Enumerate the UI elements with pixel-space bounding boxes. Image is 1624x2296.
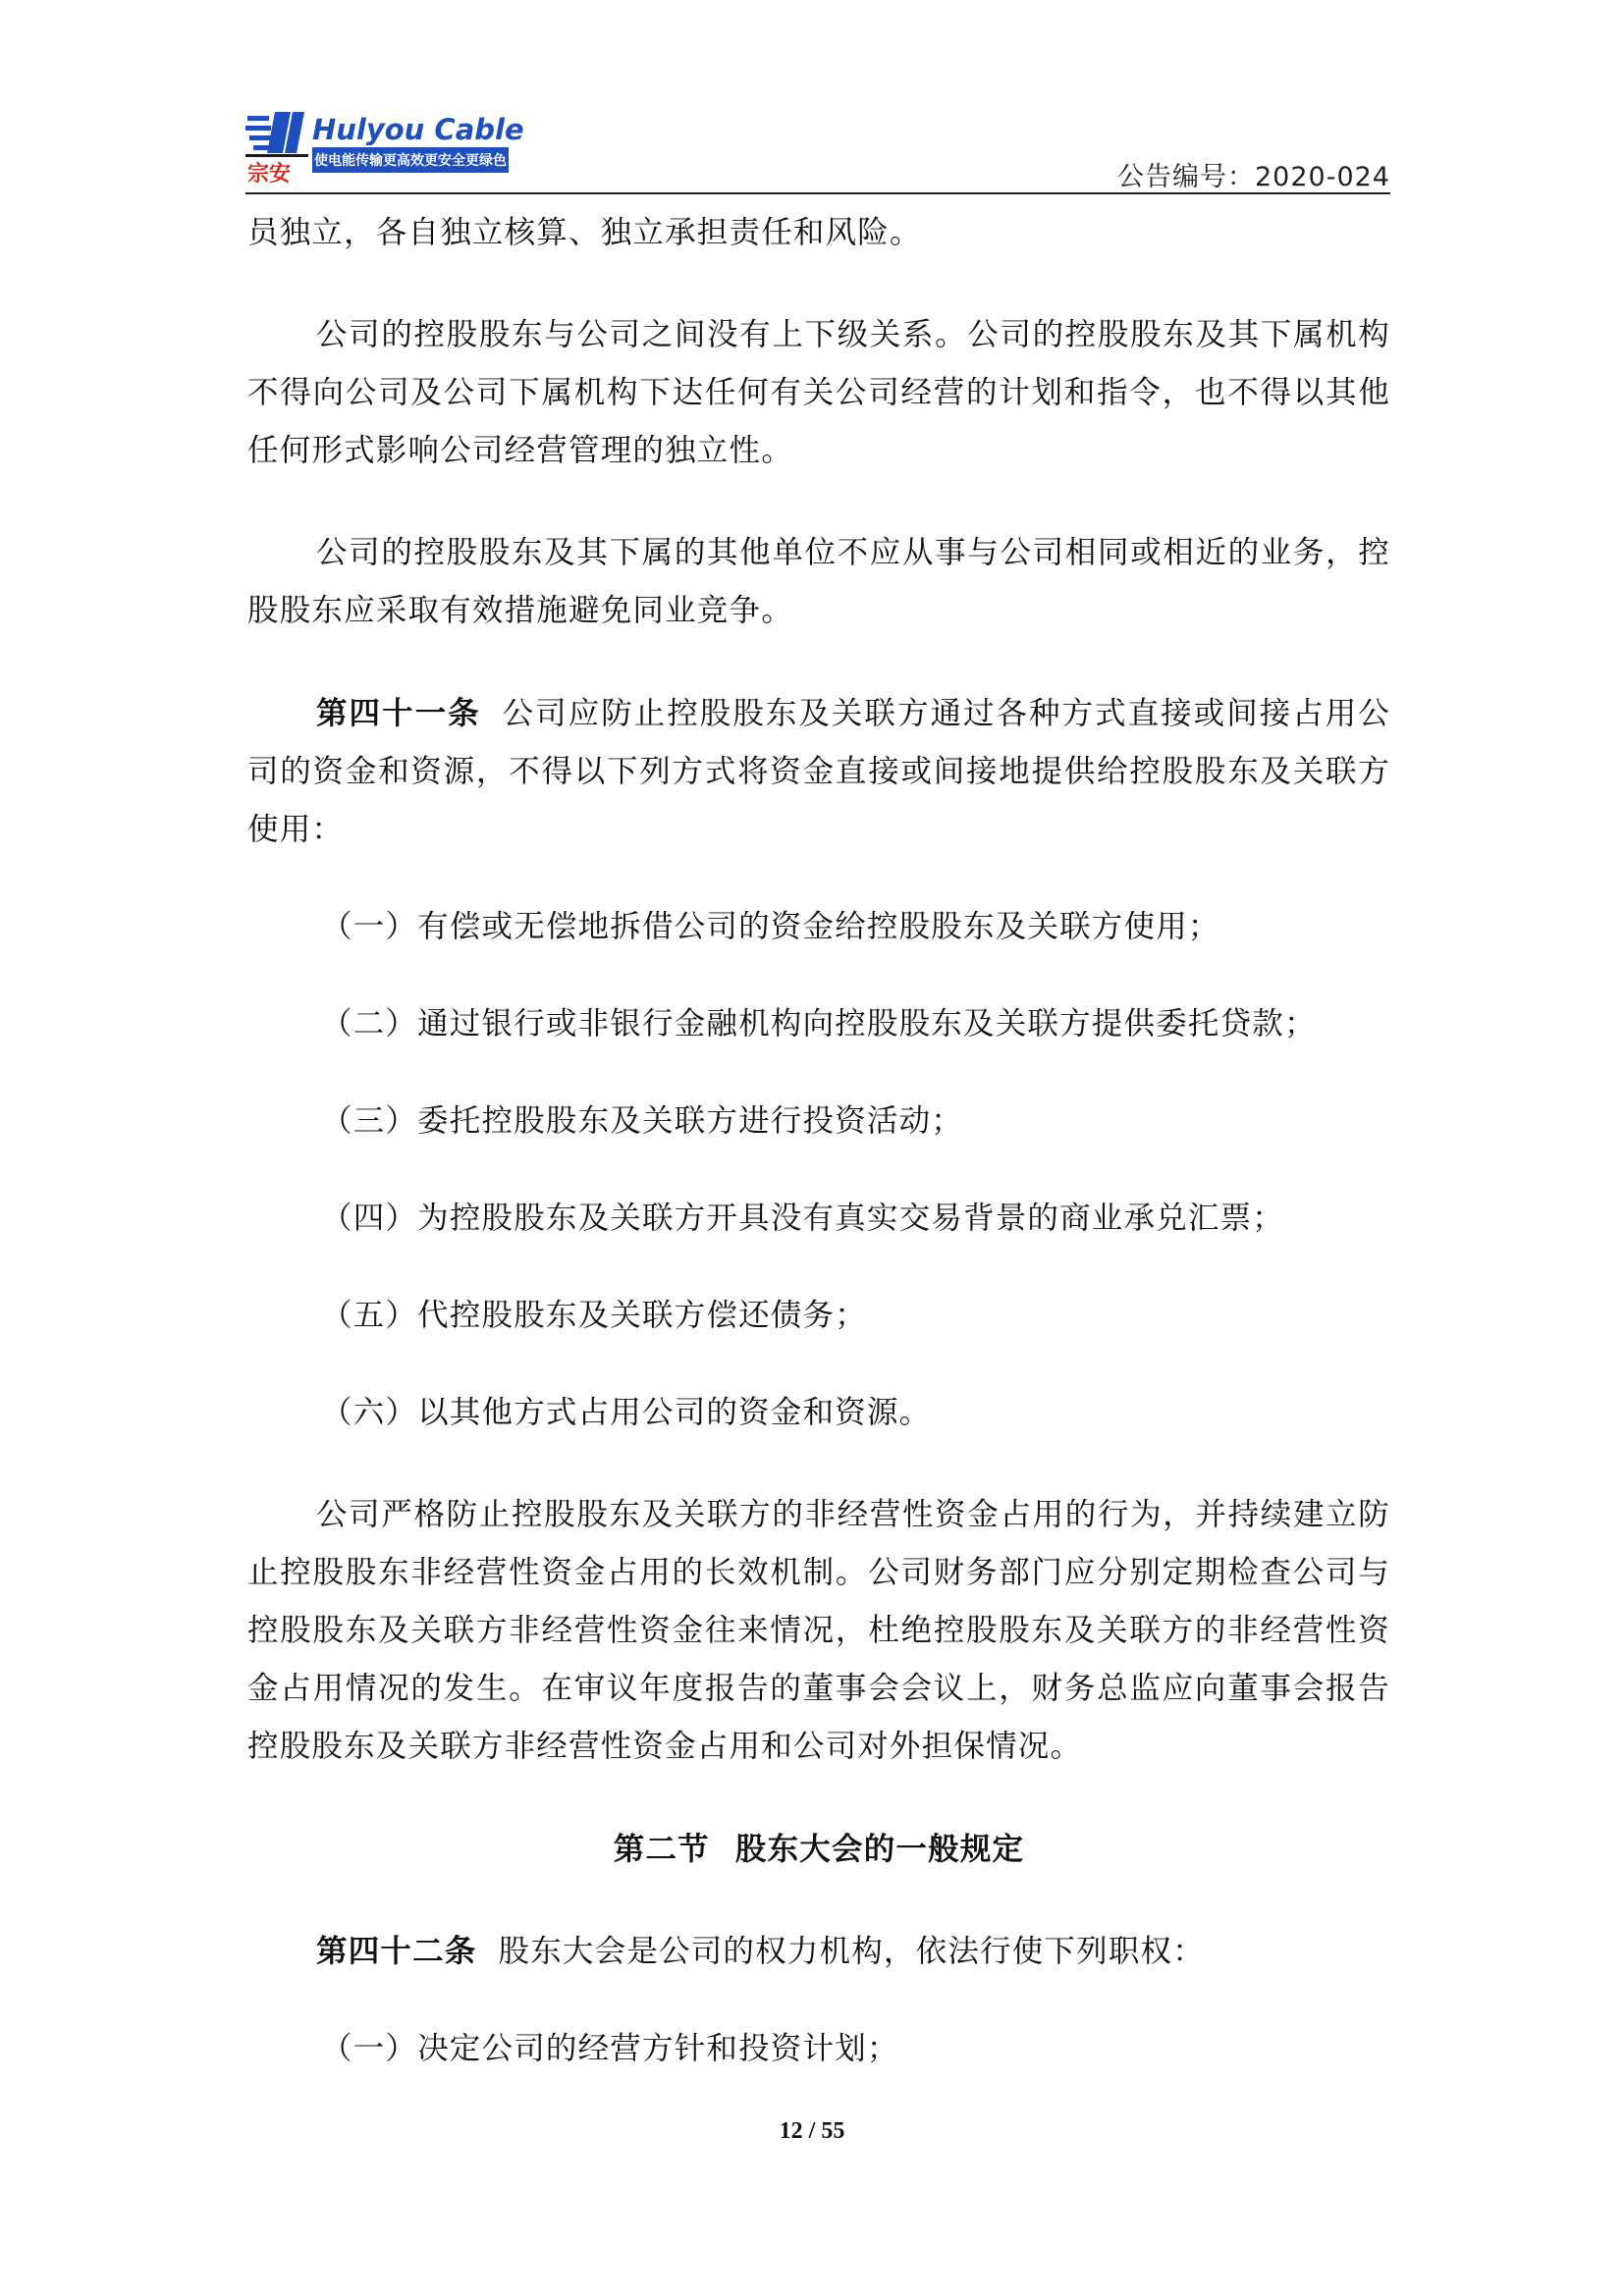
header-divider: [245, 192, 1390, 194]
logo-slogan: 使电能传输更高效更安全更绿色: [314, 153, 507, 169]
article-41-item-6: （六）以其他方式占用公司的资金和资源。: [321, 1395, 932, 1430]
page-number: 12 / 55: [779, 2118, 845, 2144]
paragraph-continued: 员独立，各自独立核算、独立承担责任和风险。: [247, 215, 922, 250]
section-heading: [247, 1820, 1390, 1878]
paragraph-fund-occupation-control: 公司严格防止控股股东及关联方的非经营性资金占用的行为，并持续建立防止控股股东非经营性资金占用的长效机制。公司财务部门应分别定期检查公司与控股股东及关联方非经营性资金往来情况，杜绝控股股东及关联方的非经营性资金占用情况的发生。在审议年度报告的董事会会议上，财务总监应向董事会报告控股股东及关联方非经营性资金占用和公司对外担保情况。: [247, 1497, 1390, 1764]
article-41-item-5: （五）代控股股东及关联方偿还债务；: [321, 1298, 867, 1333]
paragraph-controlling-shareholder-relation: 公司的控股股东与公司之间没有上下级关系。公司的控股股东及其下属机构不得向公司及公司下属机构下达任何有关公司经营的计划和指令，也不得以其他任何形式影响公司经营管理的独立性。: [247, 317, 1390, 468]
logo-cn-text: 宗安: [247, 162, 292, 185]
document-body: [247, 204, 1390, 2078]
article-42-text: 股东大会是公司的权力机构，依法行使下列职权：: [498, 1934, 1205, 1969]
logo-mark-icon: [245, 112, 308, 157]
announcement-number: 公告编号：2020-024: [1117, 162, 1390, 192]
article-42-label: 第四十二条: [316, 1933, 477, 1969]
article-41: [247, 684, 1390, 859]
paragraph-competition-avoidance: 公司的控股股东及其下属的其他单位不应从事与公司相同或相近的业务，控股股东应采取有效措施避免同业竞争。: [247, 535, 1390, 628]
article-42-item-1: （一）决定公司的经营方针和投资计划；: [321, 2031, 899, 2066]
logo-en-text: Hulyou Cable: [312, 113, 524, 146]
section-number: 第二节: [613, 1831, 710, 1867]
section-title: 股东大会的一般规定: [734, 1831, 1025, 1867]
article-41-item-4: （四）为控股股东及关联方开具没有真实交易背景的商业承兑汇票；: [321, 1201, 1285, 1236]
article-41-item-1: （一）有偿或无偿地拆借公司的资金给控股股东及关联方使用；: [321, 909, 1220, 944]
article-41-item-2: （二）通过银行或非银行金融机构向控股股东及关联方提供委托贷款；: [321, 1006, 1317, 1041]
company-logo: [245, 108, 560, 185]
article-41-label: 第四十一条: [316, 695, 481, 731]
article-42: [247, 1922, 1390, 1981]
article-41-item-3: （三）委托控股股东及关联方进行投资活动；: [321, 1103, 964, 1139]
article-41-text: 公司应防止控股股东及关联方通过各种方式直接或间接占用公司的资金和资源，不得以下列方式将资金直接或间接地提供给控股股东及关联方使用：: [247, 696, 1390, 847]
